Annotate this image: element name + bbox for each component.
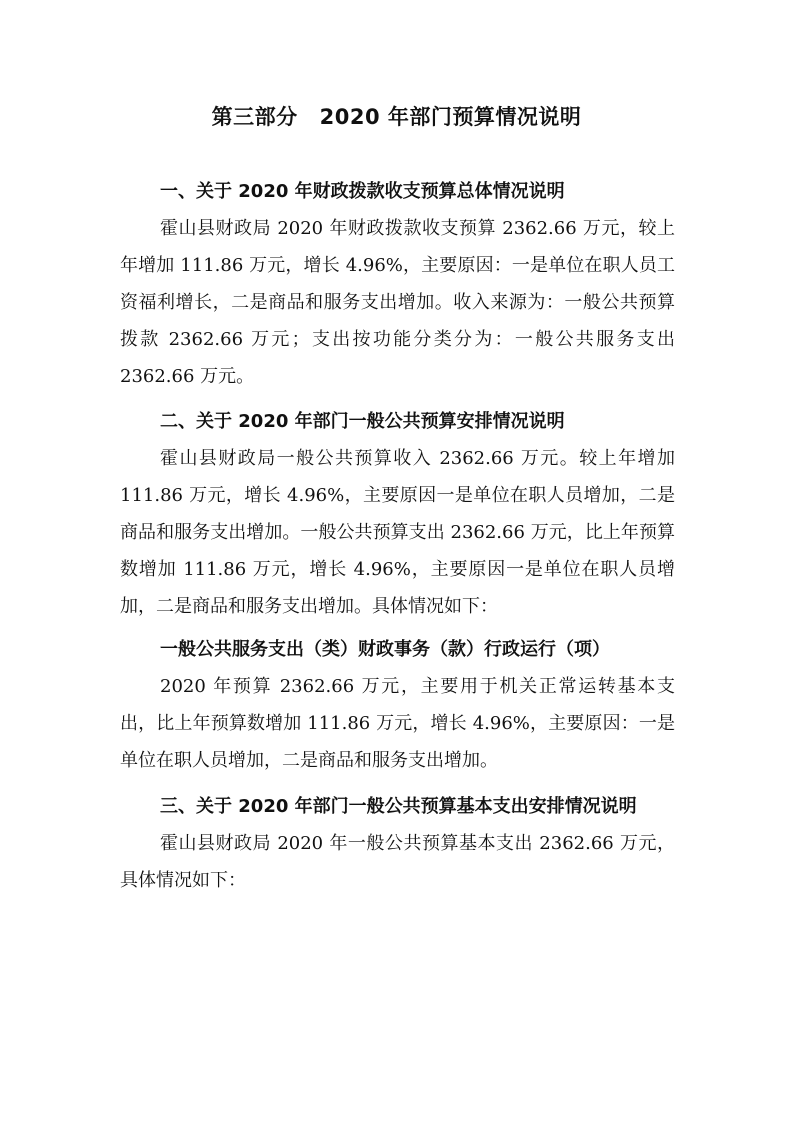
subsection-heading: 一般公共服务支出（类）财政事务（款）行政运行（项） xyxy=(160,639,610,660)
section-paragraph-3: 霍山县财政局 2020 年一般公共预算基本支出 2362.66 万元，具体情况如下： xyxy=(120,833,675,891)
section-heading-1: 一、关于 2020 年财政拨款收支预算总体情况说明 xyxy=(160,181,565,202)
section-paragraph-1: 霍山县财政局 2020 年财政拨款收支预算 2362.66 万元，较上年增加 111.86 万元，增长 4.96%，主要原因：一是单位在职人员工资福利增长，二是商品和服务支出增加。收入来源为：一般公共预算拨款 2362.66 万元；支出按功能分类分为：一般公共服务支出 2362.66 万元。 xyxy=(120,218,675,387)
title-part-label: 第三部分 xyxy=(211,105,298,129)
section-paragraph-2: 霍山县财政局一般公共预算收入 2362.66 万元。较上年增加 111.86 万元，增长 4.96%，主要原因一是单位在职人员增加，二是商品和服务支出增加。一般公共预算支出 2362.66 万元，比上年预算数增加 111.86 万元，增长 4.96%，主要原因一是单位在职人员增加，二是商品和服务支出增加。具体情况如下： xyxy=(120,448,675,617)
title-main-label: 2020 年部门预算情况说明 xyxy=(319,105,582,129)
document-body xyxy=(120,173,675,899)
page-title xyxy=(0,100,793,134)
subsection-paragraph: 2020 年预算 2362.66 万元，主要用于机关正常运转基本支出，比上年预算数增加 111.86 万元，增长 4.96%，主要原因：一是单位在职人员增加，二是商品和服务支出增加。 xyxy=(120,676,675,771)
section-heading-3: 三、关于 2020 年部门一般公共预算基本支出安排情况说明 xyxy=(160,796,637,817)
section-heading-2: 二、关于 2020 年部门一般公共预算安排情况说明 xyxy=(160,411,565,432)
